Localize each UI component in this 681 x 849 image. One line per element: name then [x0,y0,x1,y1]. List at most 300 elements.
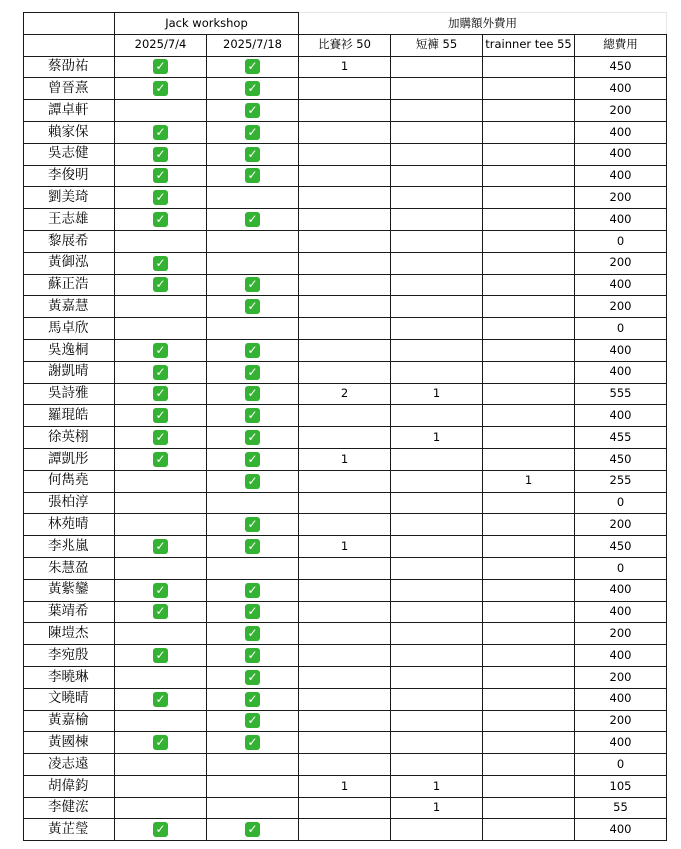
shirt-qty-cell [299,601,391,623]
checkmark-icon: ✓ [245,713,260,728]
checkmark-icon: ✓ [153,386,168,401]
column-header-date-1: 2025/7/4 [115,34,207,56]
checkmark-icon: ✓ [153,692,168,707]
attendance-cell-d2 [207,143,299,165]
checkmark-icon: ✓ [153,583,168,598]
tee-qty-cell [483,557,575,579]
attendance-cell-d2 [207,318,299,340]
table-row [24,427,667,449]
tee-qty-cell [483,339,575,361]
tee-qty-cell [483,448,575,470]
attendance-cell-d1 [115,557,207,579]
total-fee-cell: 0 [575,230,667,252]
attendance-cell-d1 [115,339,207,361]
shirt-qty-cell [299,405,391,427]
participant-name: 文曉晴 [24,688,115,710]
shorts-qty-cell: 1 [391,775,483,797]
column-header-total: 總費用 [575,34,667,56]
participant-name: 譚凱彤 [24,448,115,470]
checkmark-icon: ✓ [245,59,260,74]
attendance-cell-d2 [207,78,299,100]
total-fee-cell: 200 [575,100,667,122]
shirt-qty-cell [299,230,391,252]
attendance-cell-d1 [115,209,207,231]
participant-name: 林苑晴 [24,514,115,536]
tee-qty-cell [483,688,575,710]
column-header-date-2: 2025/7/18 [207,34,299,56]
shirt-qty-cell [299,274,391,296]
attendance-cell-d1 [115,427,207,449]
participant-name: 謝凱晴 [24,361,115,383]
checkmark-icon: ✓ [245,474,260,489]
participant-name: 胡偉鈞 [24,775,115,797]
attendance-cell-d2 [207,688,299,710]
participant-name: 李健浤 [24,797,115,819]
attendance-cell-d2 [207,56,299,78]
shorts-qty-cell [391,56,483,78]
total-fee-cell: 400 [575,405,667,427]
participant-name: 何雋堯 [24,470,115,492]
attendance-cell-d2 [207,230,299,252]
attendance-cell-d1 [115,688,207,710]
attendance-cell-d1 [115,405,207,427]
shirt-qty-cell [299,666,391,688]
attendance-cell-d1 [115,383,207,405]
shirt-qty-cell [299,427,391,449]
participant-name: 黃嘉慧 [24,296,115,318]
tee-qty-cell [483,165,575,187]
table-row [24,296,667,318]
checkmark-icon: ✓ [153,168,168,183]
checkmark-icon: ✓ [153,147,168,162]
shirt-qty-cell [299,318,391,340]
shorts-qty-cell [391,165,483,187]
shorts-qty-cell [391,318,483,340]
participant-name: 吳逸桐 [24,339,115,361]
shirt-qty-cell [299,732,391,754]
shorts-qty-cell [391,710,483,732]
table-row [24,56,667,78]
attendance-cell-d1 [115,601,207,623]
tee-qty-cell [483,732,575,754]
tee-qty-cell [483,710,575,732]
checkmark-icon: ✓ [153,81,168,96]
table-row [24,557,667,579]
tee-qty-cell [483,361,575,383]
table-row [24,470,667,492]
shirt-qty-cell [299,645,391,667]
checkmark-icon: ✓ [153,539,168,554]
total-fee-cell: 400 [575,361,667,383]
participant-name: 曾晉熹 [24,78,115,100]
table-row [24,252,667,274]
checkmark-icon: ✓ [245,147,260,162]
table-row [24,121,667,143]
tee-qty-cell [483,252,575,274]
column-header-shorts: 短褲 55 [391,34,483,56]
attendance-cell-d2 [207,623,299,645]
shirt-qty-cell [299,710,391,732]
tee-qty-cell [483,383,575,405]
attendance-cell-d2 [207,819,299,841]
shirt-qty-cell [299,100,391,122]
attendance-cell-d1 [115,296,207,318]
tee-qty-cell [483,819,575,841]
attendance-cell-d1 [115,732,207,754]
participant-name: 徐英栩 [24,427,115,449]
table-row [24,187,667,209]
shorts-qty-cell [391,187,483,209]
shorts-qty-cell [391,579,483,601]
total-fee-cell: 400 [575,209,667,231]
tee-qty-cell [483,56,575,78]
workshop-group-header: Jack workshop [115,13,299,35]
total-fee-cell: 0 [575,557,667,579]
shirt-qty-cell [299,623,391,645]
checkmark-icon: ✓ [245,299,260,314]
column-header-tee: trainner tee 55 [483,34,575,56]
attendance-cell-d1 [115,492,207,514]
total-fee-cell: 200 [575,296,667,318]
shorts-qty-cell [391,601,483,623]
attendance-cell-d1 [115,230,207,252]
total-fee-cell: 200 [575,514,667,536]
participant-name: 黎展希 [24,230,115,252]
attendance-cell-d2 [207,732,299,754]
checkmark-icon: ✓ [153,256,168,271]
checkmark-icon: ✓ [153,604,168,619]
extra-fee-group-label: 加購額外費用 [448,15,517,30]
participant-name: 黃紫鑾 [24,579,115,601]
shirt-qty-cell [299,361,391,383]
attendance-cell-d2 [207,666,299,688]
shorts-qty-cell [391,754,483,776]
checkmark-icon: ✓ [153,343,168,358]
attendance-cell-d1 [115,78,207,100]
attendance-cell-d2 [207,536,299,558]
table-row [24,405,667,427]
shorts-qty-cell [391,230,483,252]
shirt-qty-cell [299,78,391,100]
checkmark-icon: ✓ [245,103,260,118]
total-fee-cell: 200 [575,666,667,688]
total-fee-cell: 0 [575,754,667,776]
shorts-qty-cell [391,666,483,688]
table-row [24,623,667,645]
header-group-row [24,13,667,35]
participant-name: 馬卓欣 [24,318,115,340]
column-header-shirt: 比賽衫 50 [299,34,391,56]
participant-name: 劉美琦 [24,187,115,209]
participant-name: 張柏淳 [24,492,115,514]
attendance-cell-d1 [115,252,207,274]
attendance-cell-d1 [115,100,207,122]
attendance-cell-d2 [207,775,299,797]
tee-qty-cell [483,296,575,318]
participant-name: 李兆嵐 [24,536,115,558]
shirt-qty-cell [299,797,391,819]
total-fee-cell: 400 [575,121,667,143]
total-fee-cell: 105 [575,775,667,797]
participant-name: 王志雄 [24,209,115,231]
participant-name: 吳詩雅 [24,383,115,405]
total-fee-cell: 200 [575,710,667,732]
shorts-qty-cell [391,645,483,667]
checkmark-icon: ✓ [245,822,260,837]
attendance-cell-d2 [207,252,299,274]
tee-qty-cell [483,405,575,427]
shorts-qty-cell [391,448,483,470]
attendance-cell-d2 [207,383,299,405]
tee-qty-cell [483,100,575,122]
checkmark-icon: ✓ [153,430,168,445]
total-fee-cell: 200 [575,623,667,645]
tee-qty-cell [483,230,575,252]
participant-name: 陳塏杰 [24,623,115,645]
participant-name: 黃御泓 [24,252,115,274]
shirt-qty-cell [299,492,391,514]
attendance-cell-d2 [207,405,299,427]
total-fee-cell: 0 [575,318,667,340]
tee-qty-cell [483,143,575,165]
header-column-row [24,34,667,56]
tee-qty-cell [483,645,575,667]
table-row [24,165,667,187]
participant-name: 賴家保 [24,121,115,143]
tee-qty-cell [483,775,575,797]
participant-name: 黃芷瑩 [24,819,115,841]
checkmark-icon: ✓ [153,190,168,205]
participant-name: 李俊明 [24,165,115,187]
attendance-cell-d2 [207,448,299,470]
table-row [24,492,667,514]
participant-name: 凌志遠 [24,754,115,776]
fee-table [23,12,667,841]
tee-qty-cell [483,78,575,100]
shirt-qty-cell: 2 [299,383,391,405]
shorts-qty-cell [391,143,483,165]
attendance-cell-d2 [207,645,299,667]
checkmark-icon: ✓ [245,386,260,401]
participant-name: 朱慧盈 [24,557,115,579]
shorts-qty-cell [391,209,483,231]
shirt-qty-cell [299,754,391,776]
checkmark-icon: ✓ [245,626,260,641]
attendance-cell-d2 [207,296,299,318]
shorts-qty-cell [391,296,483,318]
tee-qty-cell [483,427,575,449]
participant-name: 羅琨皓 [24,405,115,427]
shirt-qty-cell [299,296,391,318]
shirt-qty-cell [299,688,391,710]
tee-qty-cell [483,536,575,558]
table-row [24,536,667,558]
table-row [24,514,667,536]
participant-name: 黃嘉榆 [24,710,115,732]
checkmark-icon: ✓ [245,452,260,467]
attendance-cell-d1 [115,274,207,296]
shirt-qty-cell: 1 [299,448,391,470]
attendance-cell-d2 [207,601,299,623]
attendance-cell-d1 [115,514,207,536]
header-corner-cell [24,13,115,35]
total-fee-cell: 400 [575,165,667,187]
checkmark-icon: ✓ [245,430,260,445]
total-fee-cell: 400 [575,143,667,165]
tee-qty-cell [483,492,575,514]
participant-name: 黃國棟 [24,732,115,754]
attendance-cell-d1 [115,754,207,776]
total-fee-cell: 555 [575,383,667,405]
tee-qty-cell [483,187,575,209]
attendance-cell-d1 [115,361,207,383]
shorts-qty-cell [391,361,483,383]
checkmark-icon: ✓ [245,343,260,358]
shorts-qty-cell [391,121,483,143]
participant-name: 葉靖希 [24,601,115,623]
shorts-qty-cell [391,623,483,645]
shorts-qty-cell [391,100,483,122]
total-fee-cell: 400 [575,339,667,361]
attendance-cell-d2 [207,514,299,536]
total-fee-cell: 255 [575,470,667,492]
tee-qty-cell: 1 [483,470,575,492]
checkmark-icon: ✓ [245,735,260,750]
extra-fee-group-header [299,13,667,35]
checkmark-icon: ✓ [153,648,168,663]
shirt-qty-cell [299,121,391,143]
shorts-qty-cell [391,78,483,100]
attendance-cell-d1 [115,797,207,819]
checkmark-icon: ✓ [153,735,168,750]
checkmark-icon: ✓ [245,670,260,685]
total-fee-cell: 400 [575,78,667,100]
shirt-qty-cell [299,252,391,274]
table-row [24,797,667,819]
tee-qty-cell [483,121,575,143]
checkmark-icon: ✓ [153,212,168,227]
tee-qty-cell [483,274,575,296]
shorts-qty-cell [391,405,483,427]
table-row [24,318,667,340]
checkmark-icon: ✓ [245,212,260,227]
total-fee-cell: 400 [575,645,667,667]
participant-name: 譚卓軒 [24,100,115,122]
checkmark-icon: ✓ [245,408,260,423]
total-fee-cell: 450 [575,56,667,78]
attendance-cell-d2 [207,470,299,492]
shorts-qty-cell [391,688,483,710]
table-row [24,688,667,710]
shirt-qty-cell [299,187,391,209]
participant-name: 吳志健 [24,143,115,165]
attendance-cell-d1 [115,470,207,492]
attendance-cell-d2 [207,209,299,231]
table-row [24,732,667,754]
tee-qty-cell [483,318,575,340]
attendance-cell-d1 [115,143,207,165]
total-fee-cell: 200 [575,252,667,274]
shirt-qty-cell [299,557,391,579]
shorts-qty-cell [391,470,483,492]
total-fee-cell: 200 [575,187,667,209]
table-row [24,100,667,122]
table-row [24,819,667,841]
shirt-qty-cell: 1 [299,775,391,797]
tee-qty-cell [483,754,575,776]
shirt-qty-cell: 1 [299,56,391,78]
tee-qty-cell [483,579,575,601]
table-row [24,448,667,470]
checkmark-icon: ✓ [245,81,260,96]
checkmark-icon: ✓ [245,692,260,707]
table-row [24,78,667,100]
total-fee-cell: 450 [575,448,667,470]
attendance-cell-d2 [207,754,299,776]
checkmark-icon: ✓ [245,539,260,554]
shirt-qty-cell: 1 [299,536,391,558]
shirt-qty-cell [299,209,391,231]
total-fee-cell: 400 [575,579,667,601]
shirt-qty-cell [299,143,391,165]
shirt-qty-cell [299,470,391,492]
total-fee-cell: 450 [575,536,667,558]
shorts-qty-cell [391,252,483,274]
attendance-cell-d2 [207,274,299,296]
shorts-qty-cell [391,339,483,361]
attendance-cell-d1 [115,623,207,645]
checkmark-icon: ✓ [245,517,260,532]
shorts-qty-cell: 1 [391,427,483,449]
attendance-cell-d1 [115,666,207,688]
tee-qty-cell [483,797,575,819]
shorts-qty-cell: 1 [391,383,483,405]
attendance-cell-d1 [115,645,207,667]
shorts-qty-cell [391,557,483,579]
total-fee-cell: 0 [575,492,667,514]
checkmark-icon: ✓ [245,277,260,292]
tee-qty-cell [483,623,575,645]
participant-name: 蔡劭祐 [24,56,115,78]
attendance-cell-d1 [115,187,207,209]
header-name-cell [24,34,115,56]
attendance-cell-d1 [115,579,207,601]
tee-qty-cell [483,209,575,231]
checkmark-icon: ✓ [245,168,260,183]
tee-qty-cell [483,601,575,623]
participant-name: 李宛殷 [24,645,115,667]
shirt-qty-cell [299,819,391,841]
attendance-cell-d2 [207,339,299,361]
checkmark-icon: ✓ [245,648,260,663]
shorts-qty-cell [391,514,483,536]
tee-qty-cell [483,514,575,536]
attendance-cell-d1 [115,165,207,187]
attendance-cell-d1 [115,318,207,340]
checkmark-icon: ✓ [153,452,168,467]
shorts-qty-cell [391,819,483,841]
table-row [24,143,667,165]
checkmark-icon: ✓ [153,822,168,837]
participant-name: 李曉琳 [24,666,115,688]
table-row [24,230,667,252]
total-fee-cell: 400 [575,688,667,710]
shirt-qty-cell [299,514,391,536]
table-row [24,601,667,623]
attendance-cell-d1 [115,775,207,797]
checkmark-icon: ✓ [153,365,168,380]
attendance-cell-d2 [207,557,299,579]
